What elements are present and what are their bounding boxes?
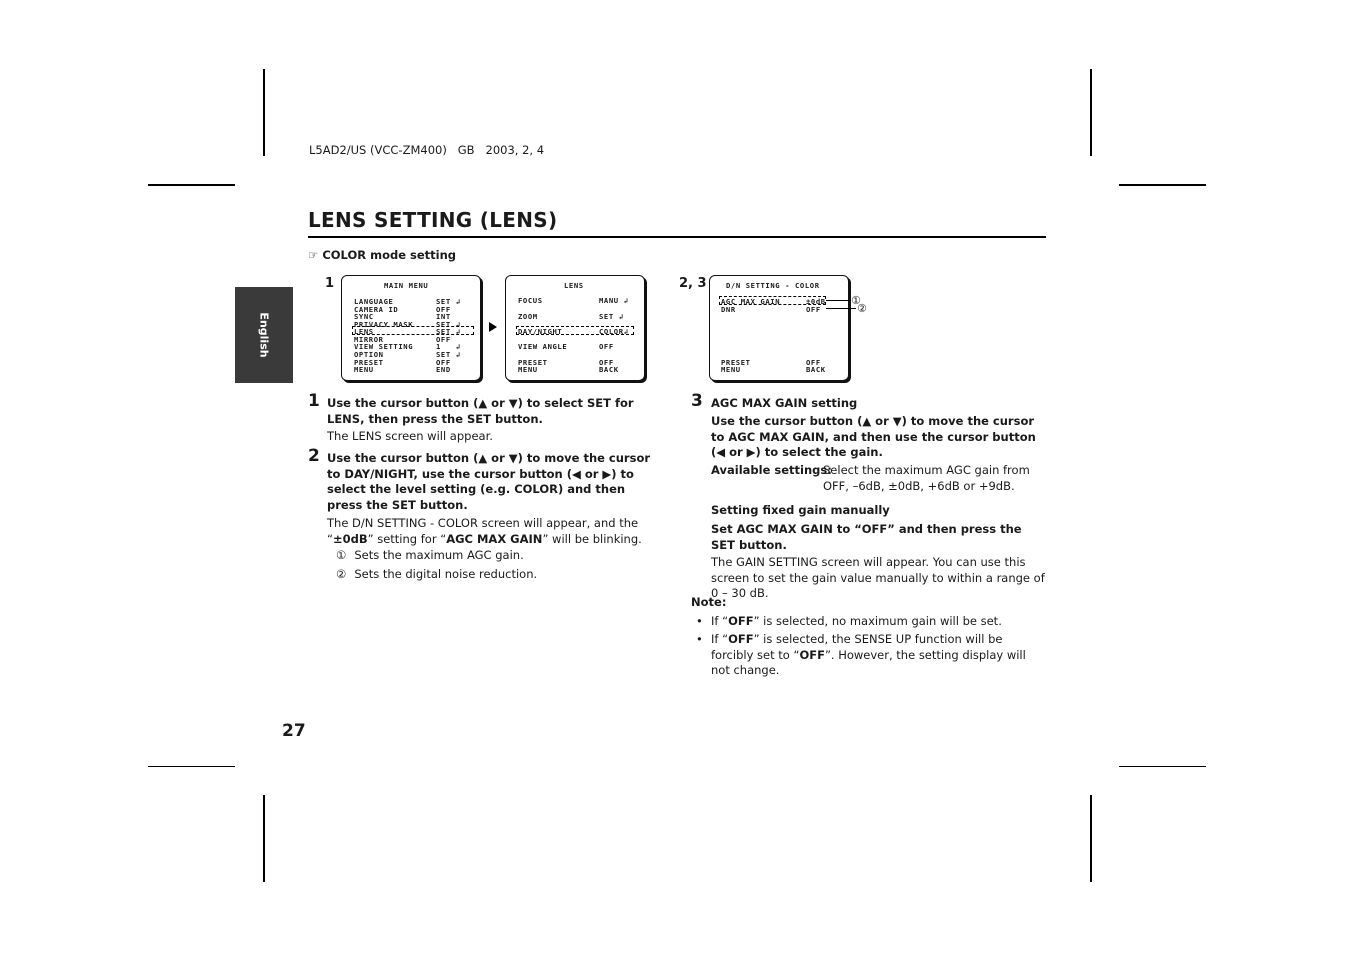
text: Sets the digital noise reduction. — [354, 567, 538, 581]
step-number: 3 — [691, 391, 703, 411]
text: ” will be blinking. — [542, 531, 642, 546]
page-title: LENS SETTING (LENS) — [308, 208, 558, 232]
menu-row-label: MIRROR — [354, 335, 384, 344]
crop-mark — [263, 795, 265, 882]
text: OFF — [728, 632, 754, 646]
language-tab — [235, 287, 293, 383]
callout-leader-line — [826, 308, 856, 309]
text: ”. However, the setting display will not change. — [711, 647, 1026, 677]
menu-row-label: CAMERA ID — [354, 305, 399, 314]
menu-row-label: MENU — [518, 365, 538, 374]
menu-row-value: OFF — [436, 358, 451, 367]
step-2-instruction: Use the cursor button (▲ or ▼) to move the cursor to DAY/NIGHT, use the cursor button (◀ or ▶) to select the level setting (e.g. COLOR) and then press the SET button. — [327, 451, 651, 512]
menu-row-label: FOCUS — [518, 296, 543, 305]
fixed-gain-note: The GAIN SETTING screen will appear. You can use this screen to set the gain value manually to within a range of 0 – 30 dB. — [711, 555, 1045, 600]
step-number: 2 — [308, 446, 320, 466]
step-3-instruction: Use the cursor button (▲ or ▼) to move the cursor to AGC MAX GAIN, and then use the cursor button (◀ or ▶) to select the gain. — [711, 414, 1036, 459]
menu-row-value: SET ↲ — [436, 320, 461, 329]
menu-row-value: ±0dB — [806, 297, 826, 306]
menu-row-value: SET ↲ — [436, 350, 461, 359]
callout-list-item — [336, 548, 524, 564]
step-1-instruction: Use the cursor button (▲ or ▼) to select SET for LENS, then press the SET button. — [327, 396, 634, 426]
crop-mark — [1119, 184, 1206, 186]
screen-title: MAIN MENU — [384, 281, 429, 290]
menu-row-label: PRESET — [518, 358, 548, 367]
menu-row-label: PRIVACY MASK — [354, 320, 414, 329]
available-settings-text: Select the maximum AGC gain from OFF, –6dB, ±0dB, +6dB or +9dB. — [823, 463, 1030, 493]
lens-screen — [505, 275, 645, 381]
menu-row-label: VIEW SETTING — [354, 342, 414, 351]
hand-pointer-icon: ☞ — [308, 248, 319, 262]
text: If “ — [711, 632, 729, 646]
callout-list-item — [336, 567, 537, 583]
screen-title: D/N SETTING - COLOR — [726, 281, 820, 290]
cursor-highlight — [719, 296, 826, 305]
screen-title: LENS — [564, 281, 584, 290]
text: ” is selected, the SENSE UP function will be forcibly set to “ — [711, 632, 1003, 662]
text: Sets the maximum AGC gain. — [354, 548, 524, 562]
menu-row-value: OFF — [436, 305, 451, 314]
menu-row-value: OFF — [806, 358, 821, 367]
menu-row-label: VIEW ANGLE — [518, 342, 568, 351]
menu-row-label: PRESET — [721, 358, 751, 367]
text: ” is selected, no maximum gain will be set. — [753, 614, 1002, 628]
crop-mark — [148, 184, 235, 186]
menu-row-label: ZOOM — [518, 312, 538, 321]
menu-row-value: COLOR↲ — [599, 327, 629, 336]
crop-mark — [1119, 766, 1206, 767]
menu-row-value: SET ↲ — [436, 297, 461, 306]
menu-row-value: 1 ↲ — [436, 342, 461, 351]
step-3-heading: AGC MAX GAIN setting — [711, 396, 858, 410]
crop-mark — [148, 766, 235, 767]
language-tab-label: English — [257, 312, 271, 358]
menu-row-value: BACK — [806, 365, 826, 374]
figure-label-2-3: 2, 3 — [679, 276, 707, 291]
menu-row-label: LANGUAGE — [354, 297, 394, 306]
callout-marker: ① — [851, 294, 861, 307]
cursor-highlight — [352, 326, 474, 335]
callout-marker: ② — [857, 302, 867, 315]
subsection-label: COLOR mode setting — [322, 248, 457, 262]
step-1-note: The LENS screen will appear. — [327, 429, 493, 443]
fixed-gain-heading: Setting fixed gain manually — [711, 503, 890, 517]
figure-label-1: 1 — [325, 276, 335, 291]
available-settings-label: Available settings: — [711, 463, 832, 477]
menu-row-value: OFF — [436, 335, 451, 344]
note-bullet: • — [696, 614, 703, 628]
callout-leader-line — [826, 300, 850, 301]
menu-row-label: PRESET — [354, 358, 384, 367]
dn-setting-color-screen — [709, 275, 849, 381]
text: The D/N SETTING - COLOR screen will appear, and the “ — [327, 516, 639, 546]
menu-row-value: END — [436, 365, 451, 374]
note-bullet: • — [696, 632, 703, 646]
text: OFF — [728, 614, 754, 628]
crop-mark — [263, 69, 265, 156]
note-item — [711, 614, 1046, 630]
step-number: 1 — [308, 391, 320, 411]
step-2-note — [327, 516, 662, 547]
menu-row-value: SET ↲ — [436, 327, 461, 336]
menu-row-value: BACK — [599, 365, 619, 374]
doc-reference: L5AD2/US (VCC-ZM400) GB 2003, 2, 4 — [309, 143, 545, 157]
main-menu-screen — [341, 275, 481, 381]
menu-row-value: SET ↲ — [599, 312, 624, 321]
fixed-gain-instruction: Set AGC MAX GAIN to “OFF” and then press the SET button. — [711, 522, 1022, 552]
title-rule — [308, 236, 1046, 238]
callout-marker: ① — [336, 548, 347, 562]
menu-row-label: SYNC — [354, 312, 374, 321]
menu-row-value: MANU ↲ — [599, 296, 629, 305]
menu-row-value: OFF — [599, 358, 614, 367]
menu-row-label: AGC MAX GAIN — [721, 297, 781, 306]
menu-row-value: OFF — [599, 342, 614, 351]
callout-marker: ② — [336, 567, 347, 581]
cursor-highlight — [516, 326, 634, 335]
text: OFF — [799, 647, 825, 662]
menu-row-label: DAY/NIGHT — [518, 327, 563, 336]
next-screen-arrow-icon — [489, 322, 497, 332]
text: ” setting for “ — [367, 531, 447, 546]
menu-row-value: INT — [436, 312, 451, 321]
menu-row-label: OPTION — [354, 350, 384, 359]
menu-row-label: MENU — [721, 365, 741, 374]
text: ±0dB — [332, 531, 368, 546]
note-label: Note: — [691, 595, 727, 609]
crop-mark — [1090, 795, 1092, 882]
note-item — [711, 632, 1046, 679]
menu-row-label: LENS — [354, 327, 374, 336]
text: AGC MAX GAIN — [446, 531, 543, 546]
text: If “ — [711, 614, 729, 628]
crop-mark — [1090, 69, 1092, 156]
page-number: 27 — [282, 721, 306, 741]
subsection-heading — [308, 248, 456, 262]
menu-row-value: OFF — [806, 305, 821, 314]
menu-row-label: DNR — [721, 305, 736, 314]
menu-row-label: MENU — [354, 365, 374, 374]
